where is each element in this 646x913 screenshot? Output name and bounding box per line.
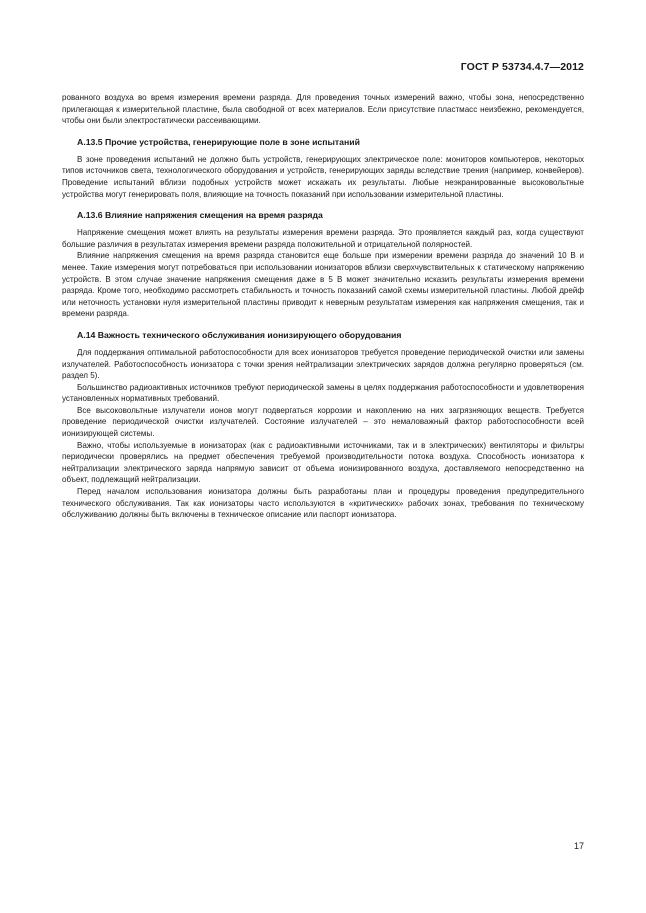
page-number: 17	[573, 841, 584, 851]
document-id: ГОСТ Р 53734.4.7—2012	[460, 61, 584, 73]
paragraph: Большинство радиоактивных источников требуют периодической замены в целях поддержания работоспособности и удовлетворения установленных нормативных требований.	[62, 382, 584, 404]
section-heading-a14: А.14 Важность технического обслуживания ионизирующего оборудования	[77, 329, 402, 340]
paragraph: Влияние напряжения смещения на время разряда становится еще больше при измерении времени разряда до значений 10 В и менее. Такие измерения могут потребоваться при использовании ионизаторов вблизи сверхчувствительных к статическому напряжению устройств. В этом случае значение напряжения смещения даже в 5 В может значительно исказить результаты измерения времени разряда. Кроме того, необходимо рассмотреть стабильность и точность показаний самой схемы измерительной пластины. Любой дрейф или неточность установки нуля измерительной пластины приводит к неверным результатам измерения как напряжения смещения, так и времени разряда.	[62, 251, 584, 319]
intro-paragraph: рованного воздуха во время измерения времени разряда. Для проведения точных измерений важно, чтобы зона, непосредственно прилегающая к измерительной пластине, была свободной от всех материалов. Если присутствие пластмасс неизбежно, рекомендуется, чтобы они были электростатически рассеивающими.	[62, 93, 584, 126]
section-heading-a13-5: А.13.5 Прочие устройства, генерирующие поле в зоне испытаний	[77, 136, 360, 147]
paragraph: Напряжение смещения может влиять на результаты измерения времени разряда. Это проявляется каждый раз, когда существуют большие различия в результатах измерения времени разряда положительной и отрицательной полярностей.	[62, 228, 584, 249]
paragraph: Для поддержания оптимальной работоспособности для всех ионизаторов требуется проведение периодической очистки или замены излучателей. Работоспособность ионизатора с точки зрения нейтрализации электрических зарядов должна регулярно проверяться (см. раздел 5).	[62, 347, 584, 381]
document-body	[62, 92, 584, 521]
paragraph: Важно, чтобы используемые в ионизаторах (как с радиоактивными источниками, так и в электрических) вентиляторы и фильтры периодически проверялись на предмет обеспечения требуемой производительности потока воздуха. Способность ионизатора к нейтрализации электрического заряда напрямую зависит от объема ионизированного воздуха, доставляемого непосредственно на объект, подлежащий нейтрализации.	[62, 440, 584, 485]
paragraph: Все высоковольтные излучатели ионов могут подвергаться коррозии и накоплению на них загрязняющих веществ. Требуется проведение периодической очистки излучателей. Состояние излучателей – это немаловажный фактор работоспособности всей ионизирующей системы.	[62, 405, 584, 439]
paragraph: Перед началом использования ионизатора должны быть разработаны план и процедуры проведения предупредительного технического обслуживания. Так как ионизаторы часто используются в «критических» рабочих зонах, требования по техническому обслуживанию должны быть включены в техническое описание или паспорт ионизатора.	[62, 487, 584, 520]
paragraph: В зоне проведения испытаний не должно быть устройств, генерирующих электрическое поле: мониторов компьютеров, некоторых типов источников света, технологического оборудования и устройств, генерирующих заряды вследствие трения (например, конвейеров). Проведение испытаний вблизи подобных устройств может искажать их результаты. Любые неэкранированные высоковольтные устройства могут генерировать поля, влияющие на точность показаний при использовании измерительной пластины.	[62, 154, 584, 199]
section-heading-a13-6: А.13.6 Влияние напряжения смещения на время разряда	[77, 210, 323, 221]
